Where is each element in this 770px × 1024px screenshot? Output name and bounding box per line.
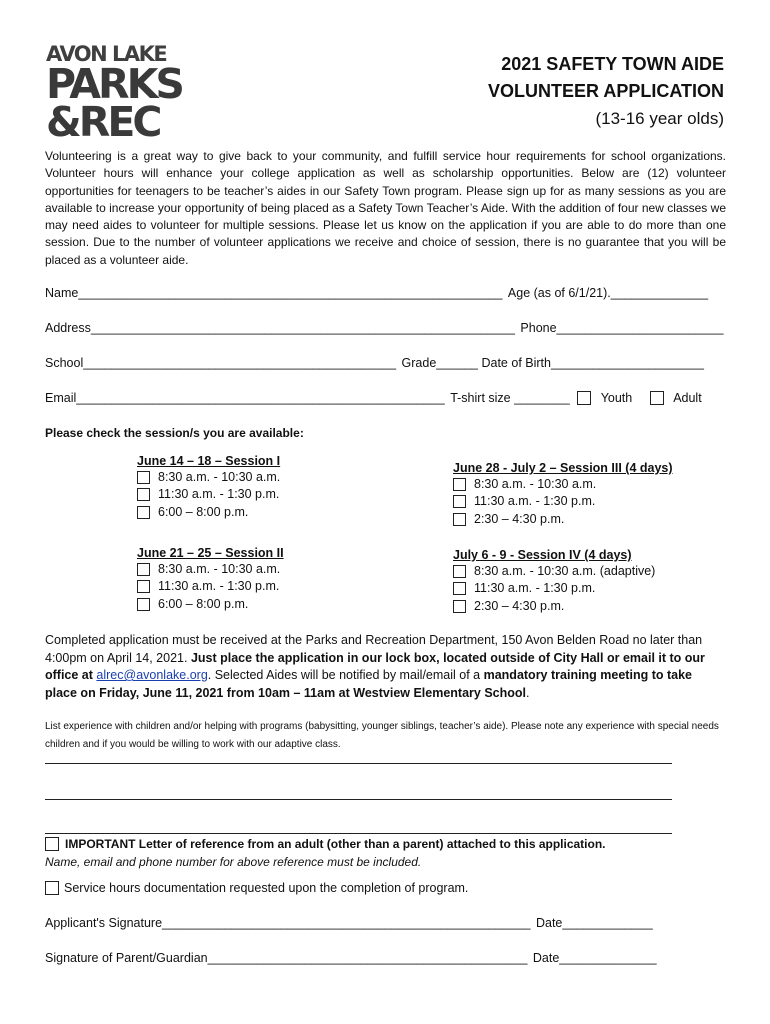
adult-checkbox[interactable]: [650, 391, 664, 405]
instructions-text: . Selected Aides will be notified by mail/email of a: [207, 668, 484, 682]
reference-note: Name, email and phone number for above reference must be included.: [45, 854, 422, 869]
session-3-slot-3-checkbox[interactable]: [453, 513, 466, 526]
age-field[interactable]: Age (as of 6/1/21).______________: [507, 286, 709, 300]
sessions-heading: Please check the session/s you are available:: [45, 426, 304, 440]
address-field[interactable]: Address_____________________________________________________________: [45, 321, 515, 335]
logo-line-1: AVON LAKE: [46, 42, 167, 66]
session-4-slot-1-checkbox[interactable]: [453, 565, 466, 578]
phone-field[interactable]: Phone________________________: [520, 321, 724, 335]
school-grade-dob-row: [45, 356, 726, 370]
avon-lake-parks-rec-logo: [46, 42, 182, 146]
parent-signature-field[interactable]: Signature of Parent/Guardian______________________________________________: [45, 951, 528, 965]
session-2-slot-3-checkbox[interactable]: [137, 598, 150, 611]
session-2-slot-1-checkbox[interactable]: [137, 563, 150, 576]
session-time: 11:30 a.m. - 1:30 p.m.: [158, 579, 280, 594]
session-2-slot-2-checkbox[interactable]: [137, 580, 150, 593]
session-title: June 21 – 25 – Session II: [137, 546, 284, 560]
submission-instructions: [45, 632, 726, 702]
session-time: 6:00 – 8:00 p.m.: [158, 596, 249, 611]
session-1-slot-3-checkbox[interactable]: [137, 506, 150, 519]
session-time: 2:30 – 4:30 p.m.: [474, 598, 565, 613]
service-hours-row: [45, 881, 468, 895]
experience-line-3[interactable]: [45, 833, 672, 834]
parent-signature-row: [45, 951, 657, 965]
instructions-text: Completed application must be received at the Parks and Recreation Department, 150 Avon Belden Road no later than 4:00pm on April 14, 2021.: [45, 633, 703, 665]
session-1-slot-1-checkbox[interactable]: [137, 471, 150, 484]
adult-label: Adult: [673, 391, 702, 405]
applicant-date-field[interactable]: Date_____________: [535, 916, 653, 930]
session-time: 11:30 a.m. - 1:30 p.m.: [474, 494, 596, 509]
experience-line-2[interactable]: [45, 799, 672, 800]
title-age-range: (13-16 year olds): [595, 109, 724, 128]
applicant-signature-field[interactable]: Applicant's Signature_____________________________________________________: [45, 916, 531, 930]
email-field[interactable]: Email_____________________________________________________: [45, 391, 445, 405]
parent-date-field[interactable]: Date______________: [532, 951, 657, 965]
session-title: June 14 – 18 – Session I: [137, 454, 281, 468]
session-time: 11:30 a.m. - 1:30 p.m.: [474, 581, 596, 596]
session-3-slot-2-checkbox[interactable]: [453, 495, 466, 508]
session-1-slot-2-checkbox[interactable]: [137, 488, 150, 501]
logo-line-3: &REC: [46, 98, 160, 146]
youth-label: Youth: [600, 391, 633, 405]
session-time: 6:00 – 8:00 p.m.: [158, 504, 249, 519]
mandatory-meeting-text: mandatory training meeting to take place on Friday, June 11, 2021 from 10am – 11am at Westview Elementary School: [45, 668, 692, 700]
school-field[interactable]: School_____________________________________________: [45, 356, 397, 370]
session-4-slot-2-checkbox[interactable]: [453, 582, 466, 595]
intro-paragraph: Volunteering is a great way to give back to your community, and fulfill service hour requirements for school organizations. Volunteer hours will enhance your college application as well as scholarship opportunities. Below are (12) volunteer opportunities for teenagers to be teacher’s aides in our Safety Town program. Please sign up for as many sessions as you are available to increase your opportunity of being placed as a Safety Town Teacher’s Aide. With the addition of four new classes we may need aides to volunteer for multiple sessions. Please let us know on the application if you are able to do more than one session. Due to the number of volunteer applications we receive and choice of session, there is no guarantee that you will be placed as a volunteer aide.: [45, 149, 726, 267]
session-time: 8:30 a.m. - 10:30 a.m.: [474, 477, 597, 491]
tshirt-size-field[interactable]: T-shirt size ________: [450, 391, 570, 405]
form-title: [488, 51, 724, 132]
session-time: 8:30 a.m. - 10:30 a.m.: [158, 470, 281, 484]
reference-requirement: [45, 836, 606, 871]
service-hours-checkbox[interactable]: [45, 881, 59, 895]
logo-line-2: PARKS: [46, 60, 182, 108]
instructions-period: .: [526, 685, 530, 700]
reference-checkbox[interactable]: [45, 837, 59, 851]
address-phone-row: [45, 321, 726, 335]
applicant-signature-row: [45, 916, 653, 930]
session-3-slot-1-checkbox[interactable]: [453, 478, 466, 491]
session-title: June 28 - July 2 – Session III (4 days): [453, 461, 673, 475]
session-time: 8:30 a.m. - 10:30 a.m.: [158, 562, 281, 576]
dob-field[interactable]: Date of Birth______________________: [481, 356, 704, 370]
experience-line-1[interactable]: [45, 763, 672, 764]
session-time: 8:30 a.m. - 10:30 a.m. (adaptive): [474, 564, 656, 578]
session-3: [453, 460, 673, 528]
session-2: [137, 545, 284, 613]
service-hours-label: Service hours documentation requested upon the completion of program.: [64, 881, 469, 895]
youth-checkbox[interactable]: [577, 391, 591, 405]
session-4-slot-3-checkbox[interactable]: [453, 600, 466, 613]
session-time: 2:30 – 4:30 p.m.: [474, 511, 565, 526]
session-4: [453, 547, 655, 615]
email-link[interactable]: alrec@avonlake.org: [96, 668, 208, 682]
title-line-2: VOLUNTEER APPLICATION: [487, 81, 724, 101]
name-field[interactable]: Name_____________________________________________________________: [45, 286, 503, 300]
email-tshirt-row: [45, 391, 726, 405]
session-time: 11:30 a.m. - 1:30 p.m.: [158, 487, 280, 502]
session-title: July 6 - 9 - Session IV (4 days): [453, 548, 632, 562]
instructions-bold-text: Just place the application in our lock box, located outside of City Hall or email it to our office at: [45, 650, 705, 682]
reference-important-text: IMPORTANT Letter of reference from an adult (other than a parent) attached to this application.: [65, 837, 606, 851]
name-age-row: [45, 286, 726, 300]
session-1: [137, 453, 280, 521]
experience-prompt: List experience with children and/or helping with programs (babysitting, younger siblings, teacher’s aide). Please note any experience with special needs children and if you would be willing to work with our adaptive class.: [45, 721, 719, 750]
title-line-1: 2021 SAFETY TOWN AIDE: [501, 54, 724, 74]
grade-field[interactable]: Grade______: [401, 356, 478, 370]
